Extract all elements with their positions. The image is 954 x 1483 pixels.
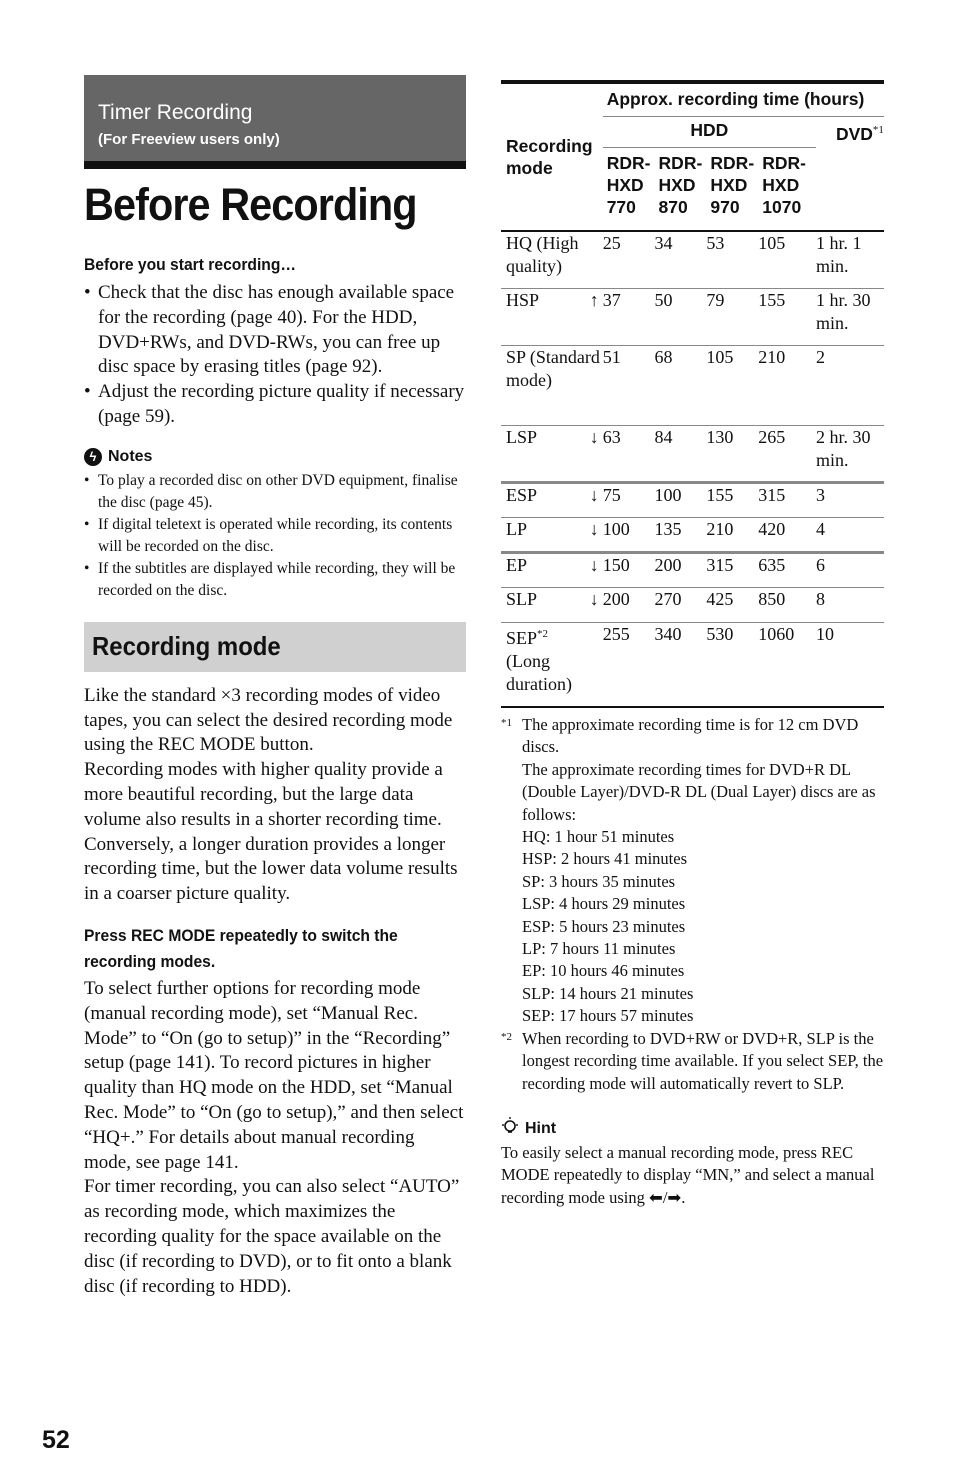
value-cell: 135	[655, 517, 707, 552]
value-cell: 425	[706, 587, 758, 622]
footnote-line: HSP: 2 hours 41 minutes	[522, 849, 688, 869]
header-subtitle: (For Freeview users only)	[98, 131, 280, 148]
value-cell: 25	[603, 231, 655, 288]
value-cell: 79	[706, 288, 758, 345]
footnote-mark: *1	[501, 717, 512, 729]
model-header: RDR- HXD 970	[706, 148, 758, 232]
dvd-label: DVD	[835, 123, 873, 144]
table-row	[501, 425, 884, 482]
value-cell: 150	[603, 552, 655, 587]
mode-cell	[501, 587, 603, 622]
table-row	[501, 587, 884, 622]
mode-label: HSP	[506, 289, 540, 310]
notes-label: Notes	[108, 447, 153, 465]
value-cell: 270	[655, 587, 707, 622]
dvd-cell: 3	[816, 482, 884, 517]
value-cell: 155	[706, 482, 758, 517]
mode-label: ESP	[506, 484, 538, 505]
footnote-1	[501, 714, 884, 1028]
footnote-line: HQ: 1 hour 51 minutes	[522, 827, 675, 847]
value-cell: 50	[655, 288, 707, 345]
footnote-line: EP: 10 hours 46 minutes	[522, 961, 685, 981]
value-cell: 850	[758, 587, 816, 622]
recording-mode-title: Recording mode	[92, 631, 281, 662]
value-cell: 265	[758, 425, 816, 482]
page-number: 52	[42, 1426, 70, 1454]
value-cell: 530	[706, 622, 758, 702]
model-header: RDR- HXD 870	[655, 148, 707, 232]
value-cell: 315	[758, 482, 816, 517]
arrow-up-icon: ↑	[589, 289, 599, 310]
arrow-down-icon: ↓	[589, 554, 599, 575]
value-cell: 34	[655, 231, 707, 288]
mode-cell	[501, 517, 603, 552]
paragraph: Conversely, a longer duration provides a longer recording time, but the lower data volume results in a coarser picture quality.	[84, 833, 458, 905]
dvd-cell: 1 hr. 1 min.	[816, 231, 884, 288]
value-cell: 420	[758, 517, 816, 552]
list-item: • If the subtitles are displayed while recording, they will be recorded on the disc.	[84, 558, 466, 602]
header-title: Timer Recording	[98, 101, 253, 124]
press-body	[84, 977, 466, 1299]
mode-label: LSP	[506, 426, 538, 447]
arrow-down-icon: ↓	[589, 426, 599, 447]
list-item: • Check that the disc has enough available space for the recording (page 40). For the HDD, DVD+RWs, and DVD-RWs, you can free up disc space by erasing titles (page 92).	[84, 281, 466, 380]
dvd-header	[816, 117, 884, 232]
notes-list	[84, 470, 466, 602]
dvd-cell: 2 hr. 30 min.	[816, 425, 884, 482]
footnote-line: The approximate recording time is for 12 cm DVD discs.	[522, 715, 859, 757]
footnote-line: ESP: 5 hours 23 minutes	[522, 916, 686, 936]
value-cell: 130	[706, 425, 758, 482]
hdd-header: HDD	[603, 117, 816, 148]
paragraph: Recording modes with higher quality provide a more beautiful recording, but the large data volume also results in a shorter recording time.	[84, 759, 443, 830]
mode-label-detail: (Long duration)	[506, 650, 572, 694]
mode-label: HQ (High quality)	[506, 233, 579, 276]
lightbulb-icon	[501, 1117, 519, 1142]
value-cell: 51	[603, 345, 655, 425]
footnote-line: When recording to DVD+RW or DVD+R, SLP is the longest recording time available. If you select SEP, the recording mode will automatically revert to SLP.	[522, 1028, 884, 1093]
value-cell: 1060	[758, 622, 816, 702]
table-row	[501, 345, 884, 425]
mode-column-header: Recording mode	[506, 136, 593, 178]
hint-heading	[501, 1117, 884, 1142]
footnote-line: SEP: 17 hours 57 minutes	[522, 1006, 694, 1026]
section-header	[84, 75, 466, 161]
table-row	[501, 622, 884, 702]
footnote-line: LSP: 4 hours 29 minutes	[522, 894, 686, 914]
value-cell: 315	[706, 552, 758, 587]
before-start-heading: Before you start recording…	[84, 255, 297, 274]
mode-cell	[501, 622, 603, 702]
mode-cell	[501, 288, 603, 345]
press-heading: Press REC MODE repeatedly to switch the recording modes.	[84, 925, 398, 971]
value-cell: 200	[655, 552, 707, 587]
value-cell: 210	[706, 517, 758, 552]
value-cell: 340	[655, 622, 707, 702]
list-item: • To play a recorded disc on other DVD equipment, finalise the disc (page 45).	[84, 470, 466, 514]
dvd-cell: 6	[816, 552, 884, 587]
recording-mode-section-header	[84, 622, 466, 672]
value-cell: 100	[655, 482, 707, 517]
value-cell: 210	[758, 345, 816, 425]
value-cell: 200	[603, 587, 655, 622]
value-cell: 155	[758, 288, 816, 345]
arrow-down-icon: ↓	[589, 484, 599, 505]
header-rule	[84, 161, 466, 169]
table-row	[501, 288, 884, 345]
table-row	[501, 231, 884, 288]
value-cell: 68	[655, 345, 707, 425]
footnote-2	[501, 1028, 884, 1095]
hint-label: Hint	[525, 1120, 557, 1138]
value-cell: 635	[758, 552, 816, 587]
footnote-line: The approximate recording times for DVD+R DL (Double Layer)/DVD-R DL (Dual Layer) discs are as follows:	[522, 759, 876, 824]
value-cell: 100	[603, 517, 655, 552]
table-row	[501, 552, 884, 587]
arrow-down-icon: ↓	[589, 588, 599, 609]
footnote-mark: *2	[537, 627, 549, 640]
dvd-cell: 8	[816, 587, 884, 622]
footnote-mark: *2	[501, 1030, 512, 1043]
recording-mode-intro	[84, 684, 466, 907]
paragraph: For timer recording, you can also select “AUTO” as recording mode, which maximizes the recording quality for the space available on the disc (if recording to DVD), or to fit onto a blank disc (if recording to HDD).	[84, 1176, 460, 1297]
dvd-cell: 2	[816, 345, 884, 425]
recording-time-table	[501, 80, 884, 702]
footnote-line: SLP: 14 hours 21 minutes	[522, 983, 694, 1003]
value-cell: 53	[706, 231, 758, 288]
mode-label: SP (Standard mode)	[506, 346, 600, 390]
dvd-footnote-mark: *1	[872, 124, 884, 136]
footnote-line: LP: 7 hours 11 minutes	[522, 939, 676, 959]
value-cell: 75	[603, 482, 655, 517]
mode-cell	[501, 482, 603, 517]
value-cell: 63	[603, 425, 655, 482]
value-cell: 105	[758, 231, 816, 288]
mode-cell	[501, 552, 603, 587]
footnotes	[501, 706, 884, 1095]
page-title: Before Recording	[84, 179, 417, 230]
paragraph: Like the standard ×3 recording modes of video tapes, you can select the desired recording mode using the REC MODE button.	[84, 684, 453, 756]
mode-cell	[501, 425, 603, 482]
mode-label: LP	[506, 518, 528, 539]
left-column	[84, 75, 466, 1299]
approx-time-header: Approx. recording time (hours)	[606, 89, 865, 109]
dvd-cell: 4	[816, 517, 884, 552]
right-column	[501, 80, 884, 1209]
table-row	[501, 517, 884, 552]
list-item: • Adjust the recording picture quality if necessary (page 59).	[84, 380, 466, 430]
note-icon: ϟ	[84, 448, 102, 466]
mode-label: SLP	[506, 588, 538, 609]
list-item: • If digital teletext is operated while recording, its contents will be recorded on the disc.	[84, 514, 466, 558]
value-cell: 84	[655, 425, 707, 482]
notes-heading	[84, 448, 466, 466]
table-row	[501, 482, 884, 517]
mode-cell	[501, 345, 603, 425]
value-cell: 105	[706, 345, 758, 425]
dvd-cell: 1 hr. 30 min.	[816, 288, 884, 345]
before-start-list	[84, 281, 466, 430]
dvd-cell: 10	[816, 622, 884, 702]
value-cell: 255	[603, 622, 655, 702]
paragraph: To select further options for recording mode (manual recording mode), set “Manual Rec. Mode” to “On (go to setup)” in the “Recording” setup (page 141). To record pictures in higher quality than HQ mode on the HDD, set “Manual Rec. Mode” to “On (go to setup),” and then select “HQ+.” For details about manual recording mode, see page 141.	[84, 977, 464, 1173]
footnote-line: SP: 3 hours 35 minutes	[522, 871, 676, 891]
model-header: RDR- HXD 1070	[758, 148, 816, 232]
arrow-down-icon: ↓	[589, 518, 599, 539]
mode-label: SEP	[506, 627, 538, 648]
model-header: RDR- HXD 770	[603, 148, 655, 232]
mode-cell	[501, 231, 603, 288]
mode-label: EP	[506, 554, 528, 575]
hint-text: To easily select a manual recording mode, press REC MODE repeatedly to display “MN,” and select a manual recording mode using ⬅/➡.	[501, 1142, 875, 1207]
value-cell: 37	[603, 288, 655, 345]
